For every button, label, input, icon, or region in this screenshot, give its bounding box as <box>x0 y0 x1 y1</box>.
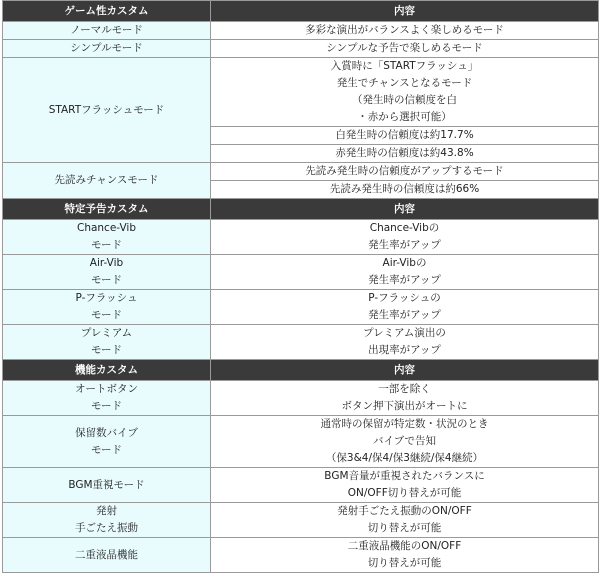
description-text: （発生時の信頼度を白 <box>352 94 457 106</box>
description-text: 通常時の保留が特定数・状況のとき <box>320 418 489 430</box>
description-text: ON/OFF切り替えが可能 <box>347 487 462 499</box>
description-cell <box>211 220 599 255</box>
mode-name-cell <box>3 538 211 573</box>
description-text: 発生でチャンスとなるモード <box>336 77 473 89</box>
description-text: Air-Vibの <box>382 257 427 269</box>
table-row <box>3 58 599 127</box>
mode-name: オートボタン <box>75 383 138 395</box>
table-row <box>3 22 599 40</box>
table-row <box>3 163 599 181</box>
description-text: ・赤から選択可能） <box>357 111 452 123</box>
description-text: 発射手ごたえ振動のON/OFF <box>337 505 472 517</box>
mode-name-cell <box>3 416 211 468</box>
section-column-header: 内容 <box>211 360 599 381</box>
section-title: ゲーム性カスタム <box>3 1 211 22</box>
mode-name: プレミアム <box>80 327 133 339</box>
mode-name: モード <box>90 239 123 251</box>
mode-name: モード <box>90 443 123 456</box>
mode-name: P-フラッシュ <box>75 292 138 304</box>
table-row <box>3 416 599 468</box>
description-cell <box>211 468 599 503</box>
description-cell <box>211 145 599 163</box>
description-text: 二重液晶機能のON/OFF <box>347 540 462 552</box>
description-text: BGM音量が重視されたバランスに <box>324 470 485 482</box>
description-cell <box>211 416 599 468</box>
description-text: バイブで告知 <box>373 435 436 447</box>
section-title: 機能カスタム <box>3 360 211 381</box>
description-text: 赤発生時の信頼度は約43.8% <box>335 147 474 159</box>
description-cell <box>211 381 599 416</box>
mode-name: 保留数バイブ <box>75 426 138 439</box>
description-cell <box>211 325 599 360</box>
mode-name-cell <box>3 58 211 163</box>
mode-name: 先読みチャンスモード <box>54 174 159 186</box>
table-row <box>3 255 599 290</box>
section-header-row <box>3 199 599 220</box>
mode-name-cell <box>3 503 211 538</box>
mode-name: モード <box>90 344 123 356</box>
mode-name: シンプルモード <box>70 42 143 54</box>
description-text: シンプルな予告で楽しめるモード <box>326 42 483 54</box>
description-text: 先読み発生時の信頼度は約66% <box>329 183 480 195</box>
description-cell <box>211 538 599 573</box>
description-cell <box>211 22 599 40</box>
mode-name-cell <box>3 163 211 199</box>
section-title: 特定予告カスタム <box>3 199 211 220</box>
table-row <box>3 220 599 255</box>
mode-name-cell <box>3 290 211 325</box>
mode-name: 二重液晶機能 <box>75 548 138 561</box>
mode-name: STARTフラッシュモード <box>48 103 165 116</box>
table-row <box>3 290 599 325</box>
mode-name-cell <box>3 220 211 255</box>
description-text: プレミアム演出の <box>363 327 446 339</box>
mode-name: ノーマルモード <box>70 24 143 36</box>
description-cell <box>211 58 599 127</box>
mode-name: Air-Vib <box>89 257 124 269</box>
mode-name: 発射 <box>96 505 117 517</box>
mode-name: 手ごたえ振動 <box>75 522 138 534</box>
table-row <box>3 40 599 58</box>
description-text: 出現率がアップ <box>368 344 441 356</box>
mode-name-cell <box>3 40 211 58</box>
description-text: P-フラッシュの <box>368 292 441 304</box>
mode-name-cell <box>3 325 211 360</box>
table-row <box>3 538 599 573</box>
table-row <box>3 468 599 503</box>
mode-name: Chance-Vib <box>76 222 137 234</box>
description-text: Chance-Vibの <box>369 222 440 234</box>
mode-name-cell <box>3 255 211 290</box>
description-cell <box>211 163 599 181</box>
section-header-row <box>3 360 599 381</box>
description-text: 入賞時に「STARTフラッシュ」 <box>330 60 479 72</box>
description-cell <box>211 255 599 290</box>
description-cell <box>211 127 599 145</box>
table-row <box>3 381 599 416</box>
description-text: 発生率がアップ <box>368 274 441 286</box>
section-header-row <box>3 1 599 22</box>
description-text: 一部を除く <box>378 383 431 395</box>
description-text: 発生率がアップ <box>368 239 441 251</box>
description-text: ボタン押下演出がオートに <box>341 400 468 412</box>
section-column-header: 内容 <box>211 199 599 220</box>
mode-name: モード <box>90 274 123 286</box>
description-text: 白発生時の信頼度は約17.7% <box>335 129 474 141</box>
mode-name-cell <box>3 22 211 40</box>
description-text: （保3&4/保4/保3継続/保4継続） <box>325 452 484 464</box>
mode-name: モード <box>90 309 123 321</box>
description-cell <box>211 503 599 538</box>
description-text: 多彩な演出がバランスよく楽しめるモード <box>305 24 504 36</box>
table-row <box>3 503 599 538</box>
description-cell <box>211 290 599 325</box>
mode-name: モード <box>90 400 123 412</box>
mode-name-cell <box>3 468 211 503</box>
description-cell <box>211 40 599 58</box>
table-row <box>3 325 599 360</box>
description-text: 切り替えが可能 <box>367 557 442 569</box>
mode-name-cell <box>3 381 211 416</box>
description-text: 先読み発生時の信頼度がアップするモード <box>305 165 504 177</box>
section-column-header: 内容 <box>211 1 599 22</box>
description-text: 発生率がアップ <box>368 309 441 321</box>
description-cell <box>211 181 599 199</box>
customize-table-body <box>3 1 599 573</box>
customize-table <box>2 0 599 573</box>
mode-name: BGM重視モード <box>68 478 145 491</box>
description-text: 切り替えが可能 <box>367 522 442 534</box>
